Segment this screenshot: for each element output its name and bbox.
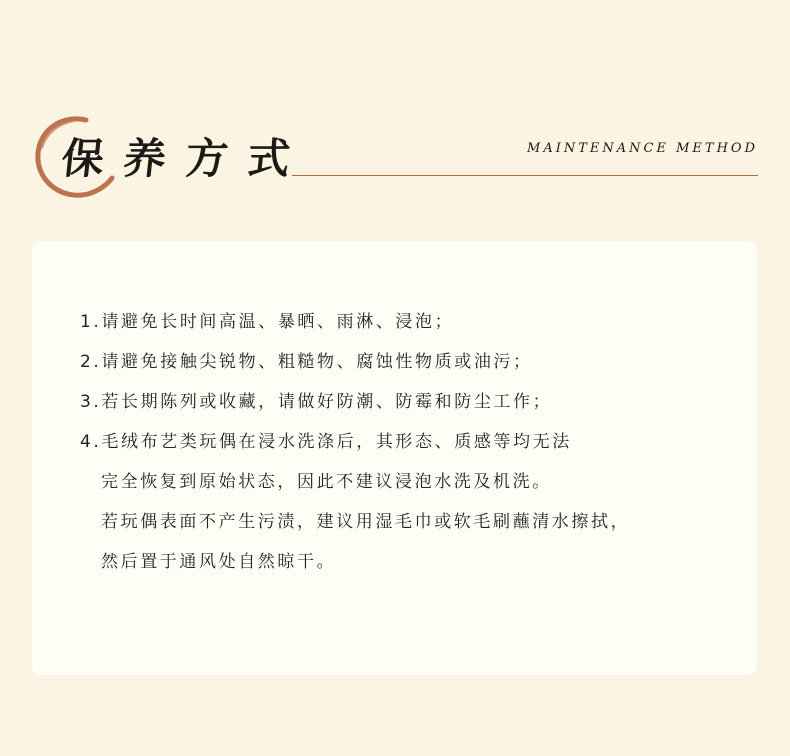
title-char: 保	[59, 134, 107, 183]
title-char: 式	[245, 134, 293, 183]
instruction-line: 完全恢复到原始状态，因此不建议浸泡水洗及机洗。	[101, 472, 552, 492]
instruction-line: 若玩偶表面不产生污渍，建议用湿毛巾或软毛刷蘸清水擦拭，	[101, 512, 631, 532]
section-header	[0, 0, 790, 220]
maintenance-instructions	[80, 304, 760, 584]
instruction-line: 3.若长期陈列或收藏，请做好防潮、防霉和防尘工作；	[80, 392, 553, 412]
instruction-line: 2.请避免接触尖锐物、粗糙物、腐蚀性物质或油污；	[80, 352, 533, 372]
instruction-line: 4.毛绒布艺类玩偶在浸水洗涤后，其形态、质感等均无法	[80, 432, 572, 452]
instruction-line: 1.请避免长时间高温、暴晒、雨淋、浸泡；	[80, 312, 455, 332]
title-char: 养	[121, 134, 169, 183]
header-divider	[292, 175, 758, 176]
title-char: 方	[183, 134, 231, 183]
subtitle: MAINTENANCE METHOD	[527, 141, 758, 156]
instruction-line: 然后置于通风处自然晾干。	[101, 552, 337, 572]
page-title	[52, 126, 300, 186]
